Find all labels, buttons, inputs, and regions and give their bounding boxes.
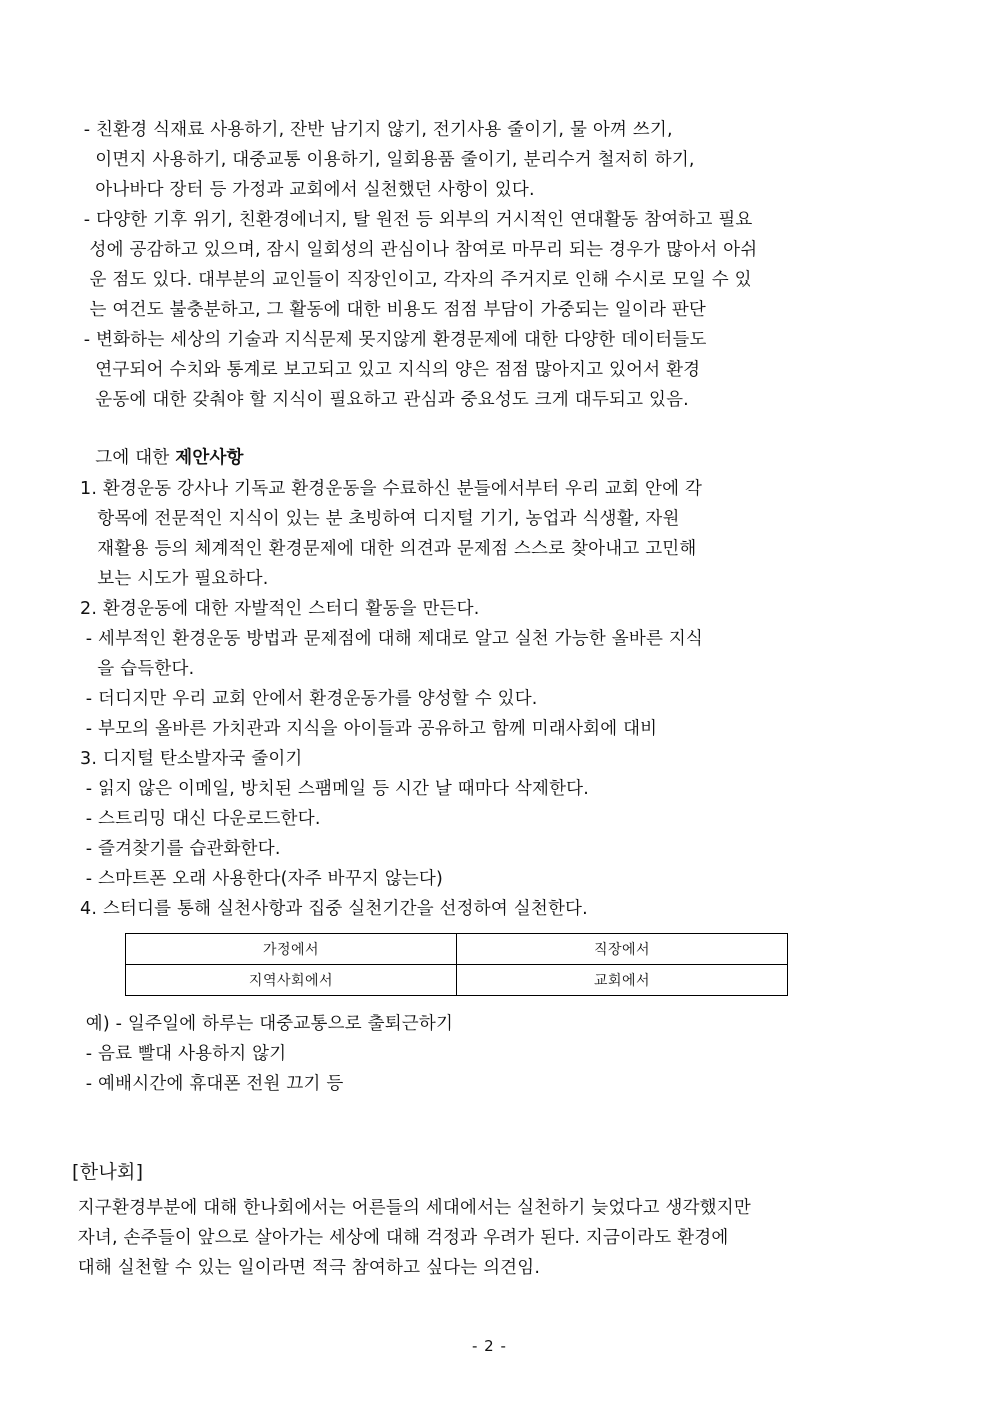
- text-line: - 부모의 올바른 가치관과 지식을 아이들과 공유하고 함께 미래사회에 대비: [80, 719, 658, 739]
- text-line: - 즐겨찾기를 습관화한다.: [80, 839, 281, 859]
- text-line: 운 점도 있다. 대부분의 교인들이 직장인이고, 각자의 주거지로 인해 수시로 모일 수 있: [78, 270, 752, 290]
- text-line: 2. 환경운동에 대한 자발적인 스터디 활동을 만든다.: [80, 599, 480, 619]
- text-line: - 읽지 않은 이메일, 방치된 스팸메일 등 시간 날 때마다 삭제한다.: [80, 779, 590, 799]
- table-row: [126, 934, 788, 965]
- text-line: 재활용 등의 체계적인 환경문제에 대한 의견과 문제점 스스로 찾아내고 고민해: [80, 539, 697, 559]
- text-line: 아나바다 장터 등 가정과 교회에서 실천했던 사항이 있다.: [78, 180, 535, 200]
- proposal-intro: [78, 446, 244, 470]
- example-line: - 예배시간에 휴대폰 전원 끄기 등: [80, 1074, 344, 1094]
- text-line: - 스트리밍 대신 다운로드한다.: [80, 809, 321, 829]
- example-line: - 음료 빨대 사용하지 않기: [80, 1044, 287, 1064]
- page-number: - 2 -: [472, 1337, 507, 1355]
- table-cell: 가정에서: [126, 934, 457, 965]
- text-line: 항목에 전문적인 지식이 있는 분 초빙하여 디지털 기기, 농업과 식생활, 자원: [80, 509, 680, 529]
- text-line: - 스마트폰 오래 사용한다(자주 바꾸지 않는다): [80, 869, 444, 889]
- table-cell: 교회에서: [457, 965, 788, 996]
- text-line: 4. 스터디를 통해 실천사항과 집중 실천기간을 선정하여 실천한다.: [80, 899, 588, 919]
- section-heading: [한나회]: [72, 1161, 144, 1183]
- text-line: - 세부적인 환경운동 방법과 문제점에 대해 제대로 알고 실천 가능한 올바른 지식: [80, 629, 704, 649]
- example-line: 예) - 일주일에 하루는 대중교통으로 출퇴근하기: [80, 1014, 454, 1034]
- text-line: 운동에 대한 갖춰야 할 지식이 필요하고 관심과 중요성도 크게 대두되고 있음.: [78, 390, 689, 410]
- table-cell: 직장에서: [457, 934, 788, 965]
- table-cell: 지역사회에서: [126, 965, 457, 996]
- text-line: 을 습득한다.: [80, 659, 195, 679]
- text-line: 보는 시도가 필요하다.: [80, 569, 269, 589]
- text-line: - 더디지만 우리 교회 안에서 환경운동가를 양성할 수 있다.: [80, 689, 538, 709]
- text-line: - 친환경 식재료 사용하기, 잔반 남기지 않기, 전기사용 줄이기, 물 아껴 쓰기,: [78, 120, 673, 140]
- proposal-intro-prefix: 그에 대한: [78, 448, 176, 468]
- text-line: 이면지 사용하기, 대중교통 이용하기, 일회용품 줄이기, 분리수거 철저히 하기,: [78, 150, 695, 170]
- text-line: - 다양한 기후 위기, 친환경에너지, 탈 원전 등 외부의 거시적인 연대활동 참여하고 필요: [78, 210, 753, 230]
- text-line: 3. 디지털 탄소발자국 줄이기: [80, 749, 303, 769]
- text-line: - 변화하는 세상의 기술과 지식문제 못지않게 환경문제에 대한 다양한 데이터들도: [78, 330, 707, 350]
- text-line: 대해 실천할 수 있는 일이라면 적극 참여하고 싶다는 의견임.: [72, 1258, 541, 1278]
- proposal-intro-emphasis: 제안사항: [175, 448, 244, 468]
- text-line: 1. 환경운동 강사나 기독교 환경운동을 수료하신 분들에서부터 우리 교회 안에 각: [80, 479, 703, 499]
- text-line: 자녀, 손주들이 앞으로 살아가는 세상에 대해 걱정과 우려가 된다. 지금이라도 환경에: [72, 1228, 729, 1248]
- table-row: [126, 965, 788, 996]
- text-line: 연구되어 수치와 통계로 보고되고 있고 지식의 양은 점점 많아지고 있어서 환경: [78, 360, 701, 380]
- text-line: 지구환경부분에 대해 한나회에서는 어른들의 세대에서는 실천하기 늦었다고 생각했지만: [72, 1198, 751, 1218]
- text-line: 성에 공감하고 있으며, 잠시 일회성의 관심이나 참여로 마무리 되는 경우가 많아서 아쉬: [78, 240, 758, 260]
- practice-area-table: [125, 933, 788, 996]
- text-line: 는 여건도 불충분하고, 그 활동에 대한 비용도 점점 부담이 가중되는 일이라 판단: [78, 300, 707, 320]
